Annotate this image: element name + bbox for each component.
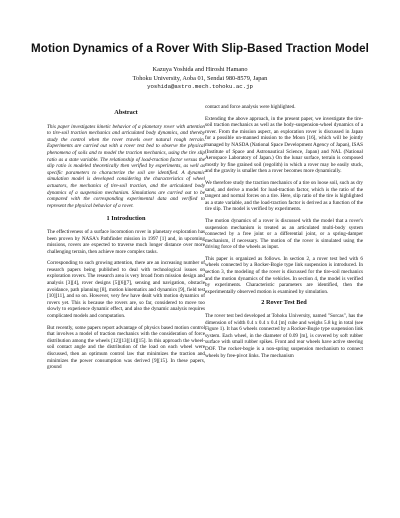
author-names: Kazuya Yoshida and Hiroshi Hamano — [152, 66, 248, 73]
intro-paragraph-3: But recently, some papers report advantage of physics based motion control that involves a model of traction mechanics with the consideration of force distribution among the wheels [12][13][14][15]. In this approach the wheel-soil contact angle and the distribution of the load on each wheel were discussed, then an optimum control law that minimizes the traction and minimizes the power consumption was derived [9][15]. In these papers, ground — [47, 324, 205, 371]
author-affiliation: Tohoku University, Aoba 01, Sendai 980-8579, Japan — [132, 74, 268, 82]
intro-paragraph-2: Corresponding to such growing attention, there are an increasing number of research papers being published to deal with technological issues on exploration rovers. The research area is very broad from mission design and analysis [3][4], rover designs [5][6][7], sensing and navigation, obstacle avoidance, path planning [8], motion kinematics and dynamics [9], field test [10][11], and so on. However, very few have dealt with motion dynamics of rovers yet. This is because the rovers are, so far, considered to move too slowly to experience dynamic effect, and also the dynamic analysis requires complicated models and computation. — [47, 260, 205, 320]
section-2-heading: 2 Rover Test Bed — [261, 299, 307, 307]
section-2-paragraph: The rover test bed developed at Tohoku University, named "Sorcas", has the dimension of width 0.4 x 0.4 x 0.4 [m] cube and weighs 5.8 kg in total (see Figure 1). It has 6 wheels connected by a Rocker-Bogie type suspension link system. Each wheel, in the diameter of 0.09 [m], is covered by soft rubber surface with small rubber spikes. Front and rear wheels have active steering DOF. The rocker-bogie is a non-spring suspension mechanism to connect wheels by free-pivot links. The mechanism — [205, 313, 363, 359]
abstract-text: This paper investigates kinetic behavior of a planetary rover with attention to tire-soil traction mechanics and articulated body dynamics, and thereby study the control when the rover travels over natural rough terrain. Experiments are carried out with a rover test bed to observe the physical phenomena of soils and to model the traction mechanics, using the tire slip ratio as a state variable. The relationship of load-traction factor versus the slip ratio is modeled theoretically then verified by experiments, as well as specific parameters to characterize the soil are identified. A dynamic simulation model is developed considering the characteristics of wheel actuators, the mechanics of tire-soil traction, and the articulated body dynamics of a suspension mechanism. Simulations are carried out to be compared with the corresponding experimental data and verified to represent the physical behavior of a rover. — [47, 123, 205, 209]
right-paragraph-4: The motion dynamics of a rover is discussed with the model that a rover's suspension mechanism is treated as an articulated multi-body system connected by a free joint or a differential joint, or a spring-damper mechanism, if necessary. The motion of the rover is simulated using the driving force of the wheels as input. — [205, 217, 363, 251]
paper-title: Motion Dynamics of a Rover With Slip-Based Traction Model — [31, 42, 369, 55]
author-block — [0, 66, 400, 92]
introduction-heading: 1 Introduction — [106, 215, 146, 223]
right-paragraph-2: Extending the above approach, in the present paper, we investigate the tire-soil traction mechanics as well as the body-suspension-wheel dynamics of a rover. From the mission aspect, an exploration rover is discussed in Japan for a possible un-manned mission to the Moon [16], which will be jointly managed by NASDA (National Space Development Agency of Japan), ISAS (Institute of Space and Astronautical Science, Japan) and NAL (National Aerospace Laboratory of Japan.) On the lunar surface, terrain is composed mostly by fine grained soil (regolith) in which a rover may be easily stuck, and the gravity is smaller then a rover becomes more dynamically. — [205, 115, 363, 175]
right-paragraph-3: We therefore study the traction mechanics of a tire on loose soil, such as dry sand, and derive a model for load-traction factor, which is the ratio of the tangent and normal forces on a tire. Here, slip ratio of the tire is highlighted as a state variable, and the load-traction factor is derived as a function of the tire slip. The model is verified by experiments. — [205, 179, 363, 213]
left-column — [47, 110, 205, 376]
abstract-heading: Abstract — [114, 109, 138, 116]
right-paragraph-5: This paper is organized as follows. In section 2, a rover test bed with 6 wheels connected by a Rocker-Bogie type link suspension is introduced. In section 3, the modeling of the rover is discussed for the tire-soil mechanics and the motion dynamics of the vehicles. In section 4, the model is verified by experiments. Characteristic parameters are identified, then the experimentally observed motion is examined by simulation. — [205, 255, 363, 295]
right-paragraph-1: contact and force analysis were highlighted. — [205, 104, 296, 110]
right-column — [205, 104, 363, 364]
intro-paragraph-1: The effectiveness of a surface locomotion rover in planetary exploration has been proven by NASA's Pathfinder mission in 1997 [1] and, in upcoming missions, rovers are expected to traverse much longer distance over more challenging terrain, then achieve more complex tasks. — [47, 228, 205, 255]
author-email: yoshida@astro.mech.tohoku.ac.jp — [147, 83, 253, 91]
